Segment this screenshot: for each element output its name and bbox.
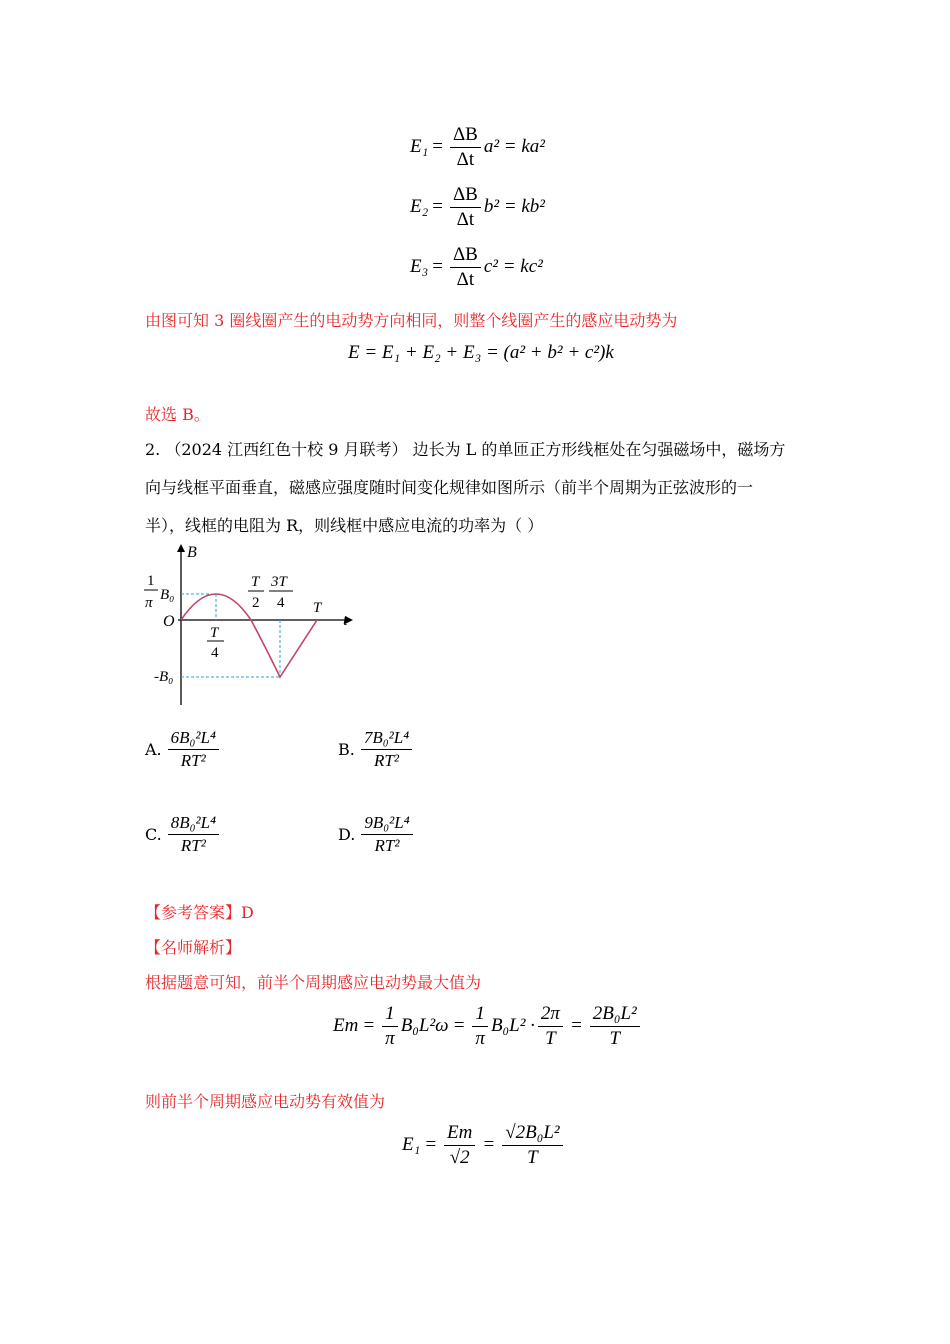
reference-answer: 【参考答案】D [145, 903, 254, 922]
x-axis-label: t [343, 612, 348, 629]
option-d[interactable] [338, 813, 416, 855]
equation-total: E = E₁ + E₂ + E₃ = (a² + b² + c²)k [348, 342, 614, 363]
e3-lhs: E₃ [410, 256, 429, 278]
analysis-line2: 则前半个周期感应电动势有效值为 [145, 1092, 386, 1111]
previous-answer: 故选 B。 [145, 405, 210, 424]
question2-line3: 半），线框的电阻为 R，则线框中感应电流的功率为（ ） [145, 516, 544, 535]
e1-lhs: E₁ [410, 136, 429, 158]
analysis-title: 【名师解析】 [145, 938, 242, 957]
e3-rest: c² = kc² [483, 256, 543, 278]
analysis-line1: 根据题意可知，前半个周期感应电动势最大值为 [145, 973, 482, 992]
equation-e1: E₁ = $\frac{\Delta B}{\Delta t}$ a² = ka² [410, 124, 545, 170]
option-a-label: A. [145, 739, 162, 759]
tick-T-label: T [313, 600, 322, 616]
e1-fraction: $\frac{\Delta B}{\Delta t}$ [450, 124, 481, 171]
b-t-graph [140, 540, 370, 710]
tick-t2-den: 2 [252, 595, 260, 611]
y-axis-label: B [187, 544, 197, 561]
e2-rest: b² = kb² [483, 196, 545, 218]
top-value-sym: B₀ [160, 587, 175, 603]
b-curve [181, 594, 317, 677]
question2-line2: 向与线框平面垂直，磁感应强度随时间变化规律如图所示（前半个周期为正弦波形的一 [145, 478, 754, 497]
option-c-fraction: $\frac{\text{8B₀²L⁴}}{\text{RT²}}$ [168, 813, 219, 855]
equation-e3: E₃ = $\frac{\Delta B}{\Delta t}$ c² = kc² [410, 244, 543, 290]
option-d-label: D. [338, 824, 356, 844]
equation-e2: E₂ = $\frac{\Delta B}{\Delta t}$ b² = kb² [410, 184, 545, 230]
top-value-num: 1 [147, 573, 155, 589]
y-axis-arrow [177, 544, 185, 552]
question2-line1: 2. （2024 江西红色十校 9 月联考） 边长为 L 的单匝正方形线框处在匀强磁场中，磁场方 [145, 440, 786, 459]
option-c[interactable] [145, 813, 222, 855]
e3-fraction: $\frac{\Delta B}{\Delta t}$ [450, 244, 481, 291]
e2-lhs: E₂ [410, 196, 429, 218]
option-d-fraction: $\frac{\text{9B₀²L⁴}}{\text{RT²}}$ [361, 813, 412, 855]
neg-value-label: -B₀ [154, 669, 174, 685]
tick-3t4-num: 3T [271, 574, 287, 590]
tick-t4-num: T [210, 625, 219, 641]
option-b-label: B. [338, 739, 355, 759]
option-a-fraction: $\frac{\text{6B₀²L⁴}}{\text{RT²}}$ [168, 728, 219, 770]
equation-em: Em = $\frac{1}{\pi}$ B₀L²ω = $\frac{1}{\pi}$ B₀L² · $\frac{2\pi}{T}$ = $\frac{\text{2B₀L²}}{T}$ [333, 1003, 643, 1050]
conclusion-text: 由图可知 3 圈线圈产生的电动势方向相同，则整个线圈产生的感应电动势为 [145, 311, 678, 330]
equation-e1-effective: E₁ = $\frac{Em}{√2}$ = $\frac{\text{√2B₀L²}}{T}$ [402, 1122, 566, 1169]
origin-label: O [163, 613, 175, 630]
tick-3t4-den: 4 [277, 595, 285, 611]
option-a[interactable] [145, 728, 222, 770]
tick-t4-den: 4 [211, 645, 219, 661]
option-b-fraction: $\frac{\text{7B₀²L⁴}}{\text{RT²}}$ [361, 728, 412, 770]
em-lhs: Em [333, 1015, 359, 1037]
e1-rest: a² = ka² [483, 136, 545, 158]
option-b[interactable] [338, 728, 415, 770]
e1eff-lhs: E₁ [402, 1134, 421, 1156]
e2-fraction: $\frac{\Delta B}{\Delta t}$ [450, 184, 481, 231]
option-c-label: C. [145, 824, 162, 844]
top-value-den: π [145, 595, 153, 611]
tick-t2-num: T [251, 574, 260, 590]
